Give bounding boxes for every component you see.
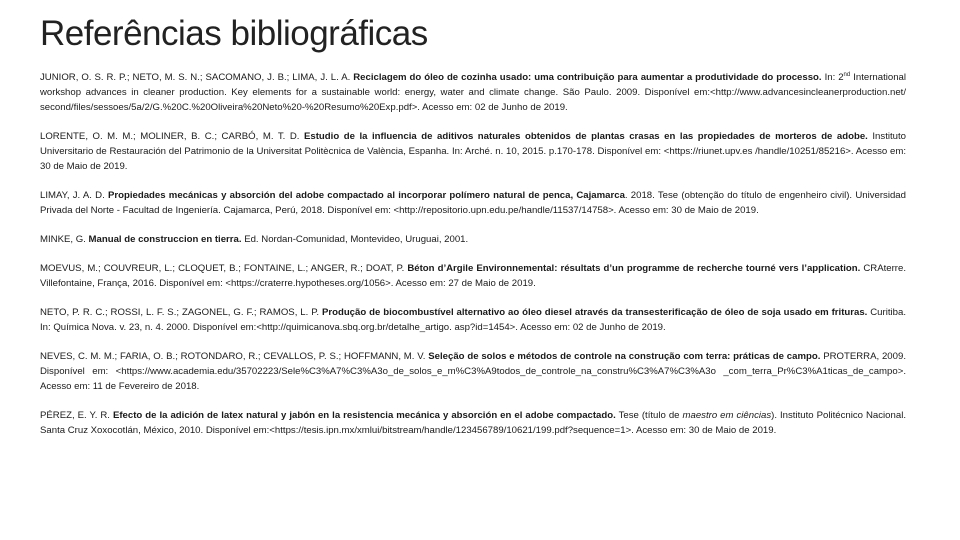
reference-moevus <box>40 261 906 291</box>
reference-perez <box>40 408 906 438</box>
reference-title: Béton d’Argile Environnemental: résultats d’un programme de recherche tourné vers l’application. <box>407 263 861 274</box>
reference-text: Tese (título de <box>615 410 683 421</box>
reference-details: Instituto Universitario de Restauración del Patrimonio de la Universitat Politècnica de València, Espanha. In: Arché. n. 10, 2015. p.170-178. Disponível em: <https://riunet.upv.es /handle/10251/85216>. Acesso em: 30 de Maio de 2019. <box>40 131 906 172</box>
reference-title: Efecto de la adición de latex natural y jabón en la resistencia mecánica y absorción en el adobe compactado. <box>112 410 616 421</box>
reference-neves <box>40 349 906 394</box>
reference-superscript: nd <box>843 71 851 78</box>
reference-details: . 2018. Tese (obtenção do título de engenheiro civil). Universidad Privada del Norte - Facultad de Ingeniería. Cajamarca, Perú, 2018. Disponível em: <http://repositorio.upn.edu.pe/handle/11537/14758>. Acesso em: 30 de Maio de 2019. <box>40 190 906 216</box>
reference-authors: JUNIOR, O. S. R. P.; NETO, M. S. N.; SACOMANO, J. B.; LIMA, J. L. A. <box>40 72 354 83</box>
reference-title: Reciclagem do óleo de cozinha usado: uma contribuição para aumentar a produtividade do processo. <box>353 72 822 83</box>
reference-limay <box>40 188 906 218</box>
slide-title: Referências bibliográficas <box>40 14 428 53</box>
reference-text: In: 2 <box>821 72 844 83</box>
reference-title: Produção de biocombustível alternativo ao óleo diesel através da transesterificação de óleo de soja usado em frituras. <box>321 307 868 318</box>
reference-authors: PÉREZ, E. Y. R. <box>40 410 113 421</box>
reference-authors: NETO, P. R. C.; ROSSI, L. F. S.; ZAGONEL, G. F.; RAMOS, L. P. <box>40 307 322 318</box>
reference-authors: LORENTE, O. M. M.; MOLINER, B. C.; CARBÓ, M. T. D. <box>40 131 304 142</box>
reference-authors: LIMAY, J. A. D. <box>40 190 108 201</box>
reference-authors: NEVES, C. M. M.; FARIA, O. B.; ROTONDARO, R.; CEVALLOS, P. S.; HOFFMANN, M. V. <box>40 351 429 362</box>
reference-details: Ed. Nordan-Comunidad, Montevideo, Uruguai, 2001. <box>241 234 469 245</box>
reference-title: Seleção de solos e métodos de controle na construção com terra: práticas de campo. <box>428 351 821 362</box>
reference-details: International workshop advances in cleaner production. Key elements for a sustainable world: energy, water and climate change. São Paulo. 2009. Disponível em:<http://www.advancesincleanerproduction.net/ second/files/sessoes/5a/2/G.%20C.%20Oliveira%20Neto%20-%20Resumo%20Exp.pdf>. Acesso em: 02 de Junho de 2019. <box>40 72 907 113</box>
reference-italic-degree: maestro em ciências <box>682 410 772 421</box>
reference-title: Manual de construccion en tierra. <box>88 234 242 245</box>
reference-authors: MINKE, G. <box>40 234 89 245</box>
reference-authors: MOEVUS, M.; COUVREUR, L.; CLOQUET, B.; FONTAINE, L.; ANGER, R.; DOAT, P. <box>40 263 408 274</box>
reference-neto <box>40 305 906 335</box>
reference-details: ). Instituto Politécnico Nacional. Santa Cruz Xoxocotlán, México, 2010. Disponível em:<https://tesis.ipn.mx/xmlui/bitstream/handle/123456789/10621/199.pdf?sequence=1>. Acesso em: 30 de Maio de 2019. <box>40 410 906 436</box>
references-list <box>40 70 906 452</box>
reference-junior <box>40 70 906 115</box>
reference-lorente <box>40 129 906 174</box>
reference-details: PROTERRA, 2009. Disponível em: <https://www.academia.edu/35702223/Sele%C3%A7%C3%A3o_de_solos_e_m%C3%A9todos_de_controle_na_constru%C3%A7%C3%A3o _com_terra_Pr%C3%A1ticas_de_campo>. Acesso em: 11 de Fevereiro de 2018. <box>40 351 906 392</box>
reference-details: Curitiba. In: Química Nova. v. 23, n. 4. 2000. Disponível em:<http://quimicanova.sbq.org.br/detalhe_artigo. asp?id=1454>. Acesso em: 02 de Junho de 2019. <box>40 307 906 333</box>
reference-minke <box>40 232 906 247</box>
reference-title: Propiedades mecánicas y absorción del adobe compactado al incorporar polímero natural de penca, Cajamarca <box>107 190 625 201</box>
reference-details: CRAterre. Villefontaine, França, 2016. Disponível em: <https://craterre.hypotheses.org/1056>. Acesso em: 27 de Maio de 2019. <box>40 263 906 289</box>
reference-title: Estudio de la influencia de aditivos naturales obtenidos de plantas crasas en las propiedades de morteros de adobe. <box>304 131 868 142</box>
